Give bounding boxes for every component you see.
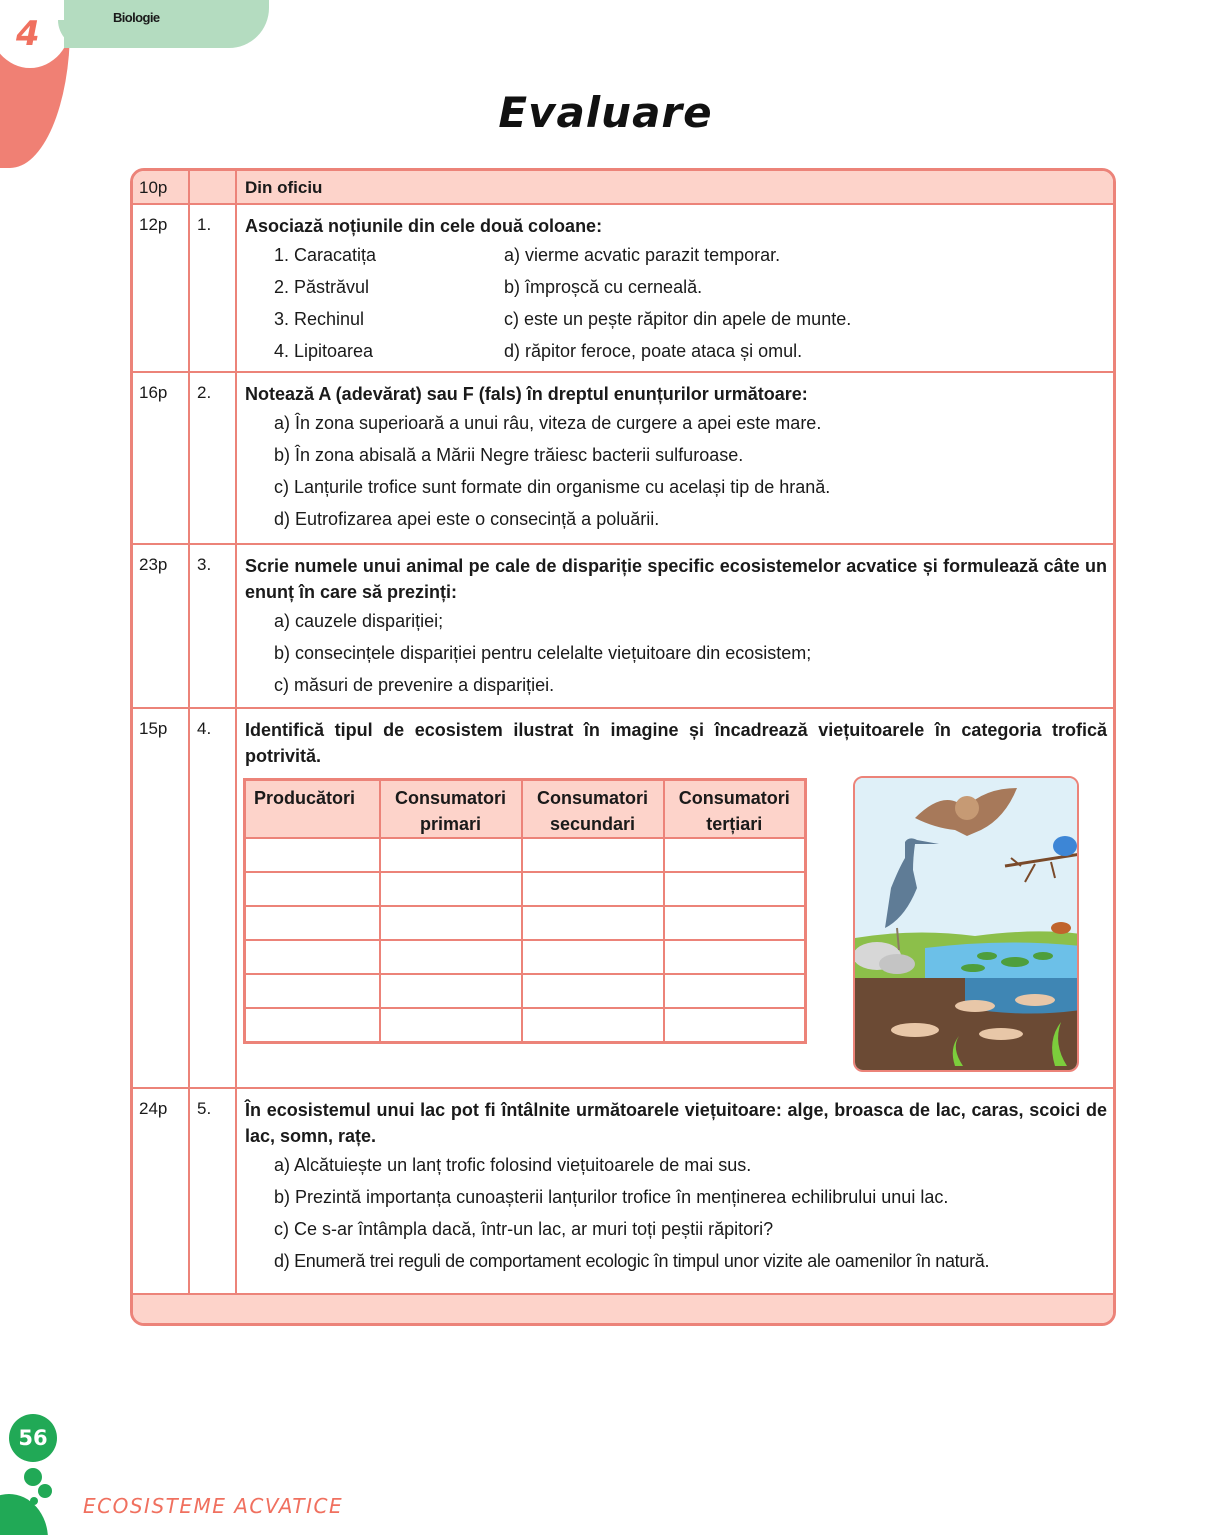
match-left: 4. Lipitoarea [274,341,374,361]
number-cell: 5. [190,1089,237,1295]
match-right: b) împroșcă cu cerneală. [504,277,703,297]
footer-decoration-dot [38,1484,52,1498]
answer-cell[interactable] [522,1008,664,1042]
trophic-category-table [243,778,807,1044]
question-text: Scrie numele unui animal pe cale de dispariție specific ecosistemelor acvatice și formulează câte un enunț în care să prezinți: [245,556,1107,602]
points-cell: 23p [133,545,190,707]
question-body [237,373,1113,543]
match-pair [245,303,1107,335]
match-right: a) vierme acvatic parazit temporar. [504,245,781,265]
question-body [237,709,1113,1087]
fish [979,1028,1023,1040]
table-row-question-2 [133,373,1113,545]
question-text: Identifică tipul de ecosistem ilustrat în imagine și încadrează viețuitoarele în categoria trofică potrivită. [245,720,1107,766]
lily-pad [1033,952,1053,960]
match-pair [245,239,1107,271]
statement-item: d) Eutrofizarea apei este o consecință a poluării. [274,509,660,529]
table-row-din-oficiu [133,171,1113,205]
answer-cell[interactable] [380,1008,522,1042]
answer-cell[interactable] [245,872,380,906]
trophic-table-row [245,940,806,974]
column-header-tertiary-consumers: Consumatori terțiari [664,780,806,839]
chapter-number: 4 [16,14,40,54]
answer-cell[interactable] [664,1008,806,1042]
question-body [237,1089,1113,1295]
match-pair [245,271,1107,303]
table-row-question-1 [133,205,1113,373]
answer-cell[interactable] [380,872,522,906]
task-item: c) Ce s-ar întâmpla dacă, într-un lac, ar muri toți peștii răpitori? [274,1219,774,1239]
answer-cell[interactable] [522,838,664,872]
task-item: b) Prezintă importanța cunoașterii lanțurilor trofice în menținerea echilibrului unui lac. [274,1187,949,1207]
task-item: c) măsuri de prevenire a dispariției. [274,675,555,695]
answer-cell[interactable] [245,940,380,974]
match-left: 2. Păstrăvul [274,277,370,297]
lily-pad [977,952,997,960]
fish [891,1023,939,1037]
page-title: Evaluare [498,88,713,137]
trophic-table-row [245,872,806,906]
subject-label: Biologie [113,10,160,25]
task-item: a) Alcătuiește un lanț trofic folosind viețuitoarele de mai sus. [274,1155,752,1175]
points-cell: 15p [133,709,190,1087]
lily-pad [1001,957,1029,967]
points-cell: 16p [133,373,190,543]
table-row-question-4 [133,709,1113,1089]
answer-cell[interactable] [664,872,806,906]
task-item: b) consecințele dispariției pentru celelalte viețuitoare din ecosistem; [274,643,812,663]
rock [879,954,915,974]
trophic-table-header-row [245,780,806,839]
answer-cell[interactable] [245,838,380,872]
chapter-title-footer: ECOSISTEME ACVATICE [83,1494,344,1518]
pond-ecosystem-illustration [853,776,1079,1072]
task-item: a) cauzele dispariției; [274,611,444,631]
answer-cell[interactable] [664,838,806,872]
trophic-table-row [245,838,806,872]
answer-cell[interactable] [380,906,522,940]
column-header-primary-consumers: Consumatori primari [380,780,522,839]
points-cell: 24p [133,1089,190,1295]
owl-head [955,796,979,820]
number-cell [190,171,237,203]
match-right: c) este un pește răpitor din apele de munte. [504,309,852,329]
header-subject-band [64,0,269,48]
answer-cell[interactable] [522,940,664,974]
answer-cell[interactable] [380,940,522,974]
row-title: Din oficiu [245,178,323,197]
footer-decoration-blob [0,1494,48,1535]
table-footer-band [133,1293,1113,1323]
question-body [237,205,1113,371]
question-text: Asociază noțiunile din cele două coloane: [245,216,603,236]
answer-cell[interactable] [664,906,806,940]
table-row-question-3 [133,545,1113,709]
answer-cell[interactable] [245,1008,380,1042]
answer-cell[interactable] [664,940,806,974]
answer-cell[interactable] [522,974,664,1008]
page-number: 56 [9,1414,57,1462]
answer-cell[interactable] [522,906,664,940]
trophic-table-row [245,1008,806,1042]
number-cell: 1. [190,205,237,371]
column-header-producers: Producători [245,780,380,839]
footer-decoration-dot [30,1497,38,1505]
lily-pad [961,964,985,972]
task-item: d) Enumeră trei reguli de comportament ecologic în timpul unor vizite ale oamenilor în natură. [274,1251,990,1271]
answer-cell[interactable] [380,838,522,872]
answer-cell[interactable] [380,974,522,1008]
match-left: 3. Rechinul [274,309,365,329]
statement-item: b) În zona abisală a Mării Negre trăiesc bacterii sulfuroase. [274,445,744,465]
evaluation-table [130,168,1116,1326]
fish [1015,994,1055,1006]
question-text: În ecosistemul unui lac pot fi întâlnite următoarele viețuitoare: alge, broasca de lac, caras, scoici de lac, somn, rațe. [245,1100,1107,1146]
trophic-table-row [245,906,806,940]
match-right: d) răpitor feroce, poate ataca și omul. [504,341,803,361]
duck [1051,922,1071,934]
points-cell: 10p [133,171,190,203]
footer-decoration-dot [24,1468,42,1486]
ecosystem-illustration-svg [855,778,1079,1072]
statement-item: c) Lanțurile trofice sunt formate din organisme cu același tip de hrană. [274,477,831,497]
column-header-secondary-consumers: Consumatori secundari [522,780,664,839]
answer-cell[interactable] [664,974,806,1008]
statement-item: a) În zona superioară a unui râu, viteza de curgere a apei este mare. [274,413,822,433]
trophic-table-row [245,974,806,1008]
blue-bird [1053,836,1077,856]
question-text: Notează A (adevărat) sau F (fals) în dreptul enunțurilor următoare: [245,384,808,404]
answer-cell[interactable] [245,974,380,1008]
number-cell: 2. [190,373,237,543]
number-cell: 3. [190,545,237,707]
number-cell: 4. [190,709,237,1087]
answer-cell[interactable] [245,906,380,940]
match-left: 1. Caracatița [274,245,377,265]
points-cell: 12p [133,205,190,371]
question-body [237,545,1113,707]
match-pair [245,335,1107,367]
answer-cell[interactable] [522,872,664,906]
fish [955,1000,995,1012]
table-row-question-5 [133,1089,1113,1295]
